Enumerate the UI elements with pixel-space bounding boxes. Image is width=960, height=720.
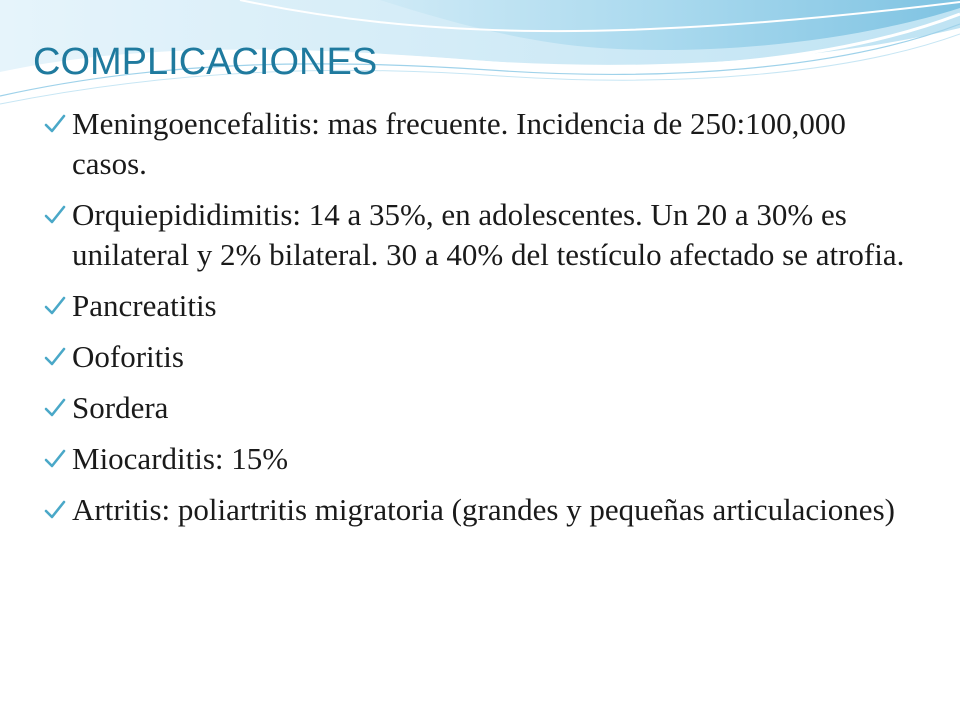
bullet-text: Miocarditis: 15% [72,441,289,476]
bullet-item [44,337,924,377]
slide-title: COMPLICACIONES [33,41,378,83]
bullet-item [44,439,924,479]
check-icon [44,500,66,520]
bullet-item [44,104,924,184]
bullet-text: Orquiepididimitis: 14 a 35%, en adolescentes. Un 20 a 30% es unilateral y 2% bilateral. 30 a 40% del testículo afectado se atrofia. [72,197,905,272]
bullet-item [44,286,924,326]
check-icon [44,347,66,367]
check-icon [44,296,66,316]
check-icon [44,205,66,225]
bullet-item [44,388,924,428]
check-icon [44,114,66,134]
check-icon [44,449,66,469]
bullet-item [44,490,924,530]
bullet-text: Ooforitis [72,339,184,374]
bullet-item [44,195,924,275]
bullet-text: Meningoencefalitis: mas frecuente. Incidencia de 250:100,000 casos. [72,106,846,181]
bullet-text: Sordera [72,390,169,425]
bullet-list [44,104,924,541]
bullet-text: Pancreatitis [72,288,217,323]
check-icon [44,398,66,418]
bullet-text: Artritis: poliartritis migratoria (grandes y pequeñas articulaciones) [72,492,895,527]
